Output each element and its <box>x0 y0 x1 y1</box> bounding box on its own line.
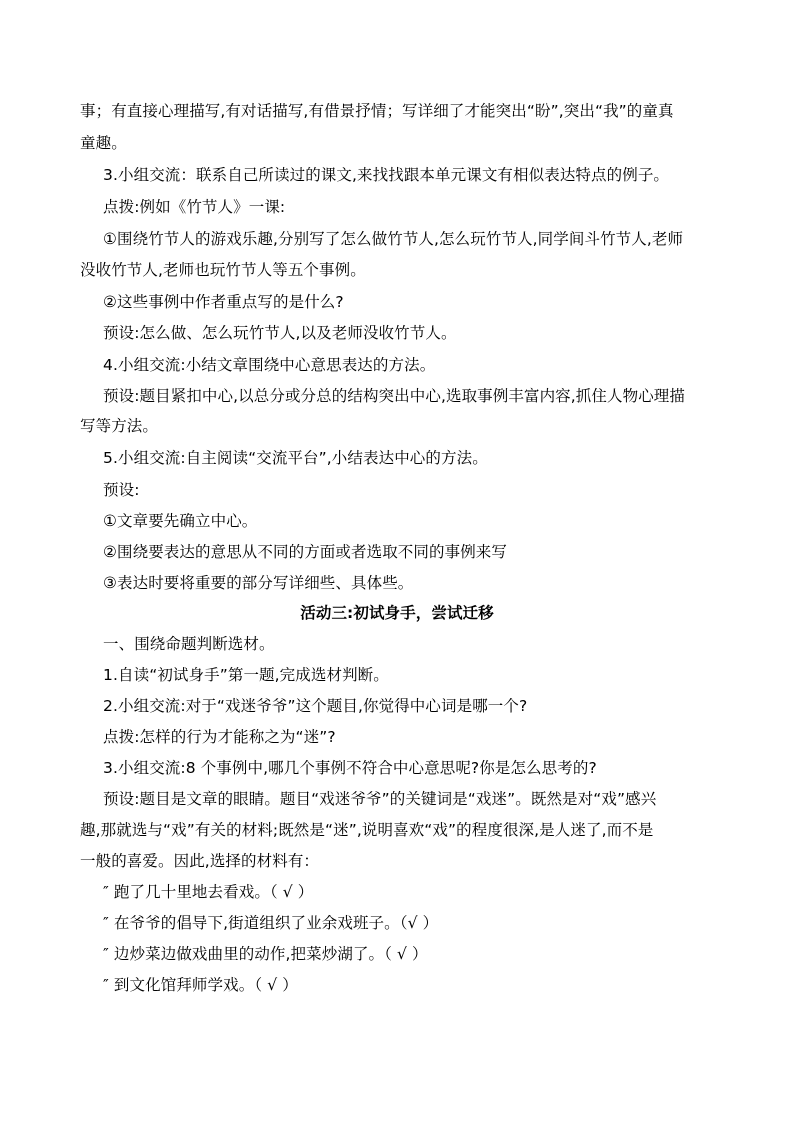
hint-line: 点拨:例如《竹节人》一课: <box>103 198 286 216</box>
step-2-line: 2.小组交流:对于“戏迷爷爷”这个题目,你觉得中心词是哪一个? <box>103 697 528 715</box>
step-5-line: 5.小组交流:自主阅读“交流平台”,小结表达中心的方法。 <box>103 449 488 467</box>
list-item: ②围绕要表达的意思从不同的方面或者选取不同的事例来写 <box>103 543 507 561</box>
paragraph-line: 趣,那就选与“戏”有关的材料;既然是“迷”,说明喜欢“戏”的程度很深,是人迷了,而不是 <box>80 821 654 839</box>
step-1-line: 1.自读“初试身手”第一题,完成选材判断。 <box>103 666 389 684</box>
item-1-line: ①围绕竹节人的游戏乐趣,分别写了怎么做竹节人,怎么玩竹节人,同学间斗竹节人,老师 <box>103 230 684 248</box>
list-item: ③表达时要将重要的部分写详细些、具体些。 <box>103 574 414 592</box>
material-item: ″ 到文化馆拜师学戏。（ √ ） <box>103 976 298 994</box>
paragraph-line: 事；有直接心理描写,有对话描写,有借景抒情；写详细了才能突出“盼”,突出“我”的童真 <box>80 102 674 120</box>
item-2-line: ②这些事例中作者重点写的是什么? <box>103 293 344 311</box>
preset-line: 预设:题目紧扣中心,以总分或分总的结构突出中心,选取事例丰富内容,抓住人物心理描 <box>103 387 686 405</box>
material-item: ″ 在爷爷的倡导下,街道组织了业余戏班子。（√ ） <box>103 914 439 932</box>
paragraph-line: 一般的喜爱。因此,选择的材料有： <box>80 852 320 870</box>
preset-line: 预设:怎么做、怎么玩竹节人,以及老师没收竹节人。 <box>103 324 457 342</box>
section-heading: 活动三:初试身手，尝试迁移 <box>300 604 494 622</box>
hint-line: 点拨:怎样的行为才能称之为“迷”? <box>103 728 336 746</box>
paragraph-line: 写等方法。 <box>80 417 159 435</box>
preset-label: 预设: <box>103 481 140 499</box>
step-3-line: 3.小组交流：联系自己所读过的课文,来找找跟本单元课文有相似表达特点的例子。 <box>103 166 670 184</box>
preset-line: 预设:题目是文章的眼睛。题目“戏迷爷爷”的关键词是“戏迷”。既然是对“戏”感兴 <box>103 790 657 808</box>
material-item: ″ 跑了几十里地去看戏。（ √ ） <box>103 883 314 901</box>
paragraph-line: 童趣。 <box>80 134 127 152</box>
material-item: ″ 边炒菜边做戏曲里的动作,把菜炒湖了。（ √ ） <box>103 945 428 963</box>
step-3-line: 3.小组交流:8 个事例中,哪几个事例不符合中心意思呢?你是怎么思考的? <box>103 759 597 777</box>
subheading: 一、围绕命题判断选材。 <box>103 635 275 653</box>
paragraph-line: 没收竹节人,老师也玩竹节人等五个事例。 <box>80 261 366 279</box>
list-item: ①文章要先确立中心。 <box>103 512 258 530</box>
step-4-line: 4.小组交流:小结文章围绕中心意思表达的方法。 <box>103 356 436 374</box>
